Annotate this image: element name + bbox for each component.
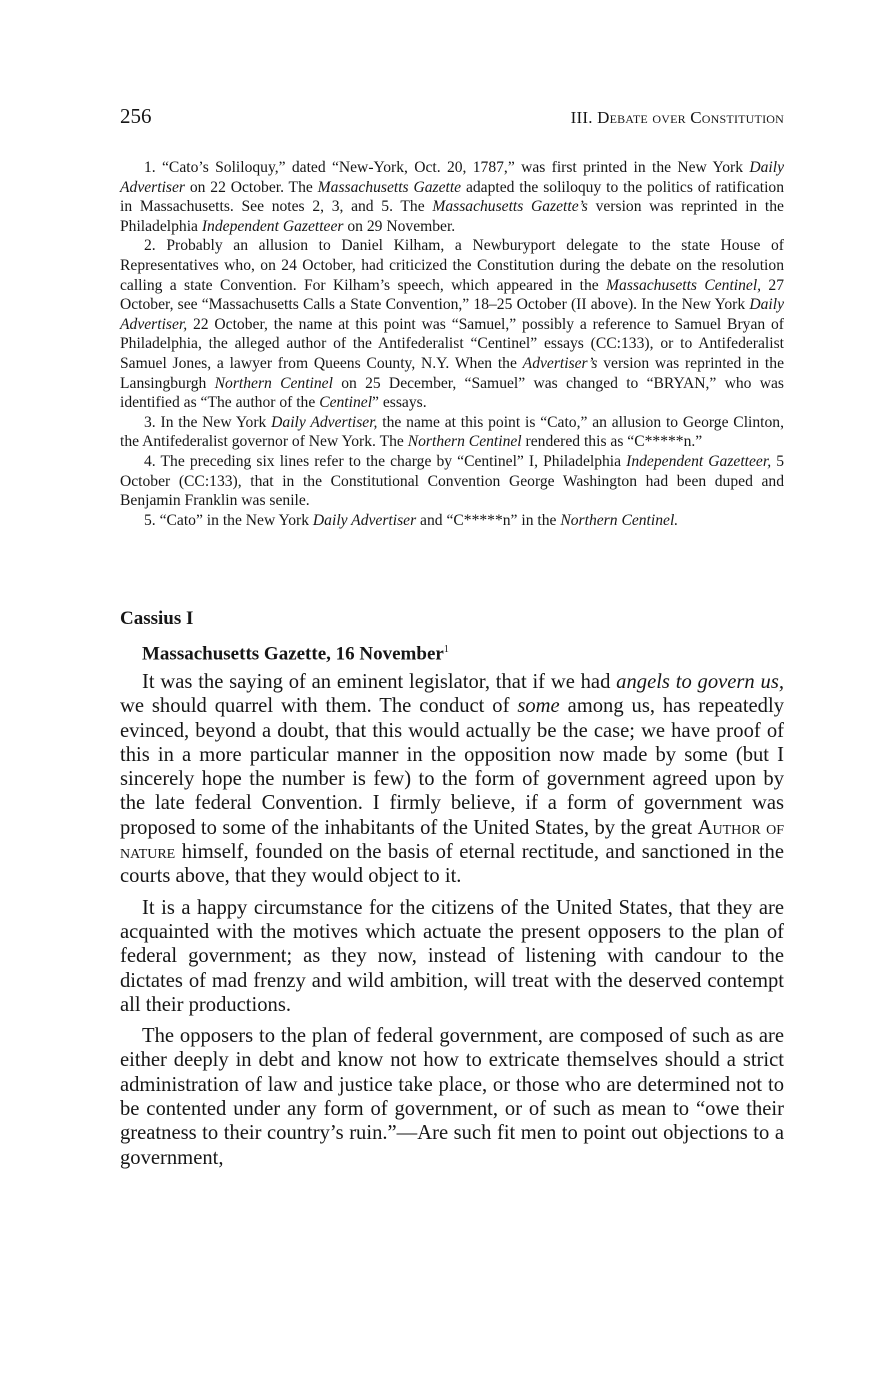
note-2: 2. Probably an allusion to Daniel Kilham, a Newburyport delegate to the state House of Representatives who, on 24 October, had criticized the Constitution during the debate on the resolution calling a state Convention. For Kilham’s speech, which appeared in the Massachusetts Centinel, 27 October, see “Massachusetts Calls a State Convention,” 18–25 October (II above). In the New York Daily Advertiser, 22 October, the name at this point was “Samuel,” possibly a reference to Samuel Bryan of Philadelphia, the alleged author of the Antifederalist “Centinel” essays (CC:133), or to Antifederalist Samuel Jones, a lawyer from Queens County, N.Y. When the Advertiser’s version was reprinted in the Lansingburgh Northern Centinel on 25 December, “Samuel” was changed to “BRYAN,” who was identified as “The author of the Centinel” essays. bbox=[120, 237, 784, 412]
body-paragraph-2: It is a happy circumstance for the citizens of the United States, that they are acquainted with the motives which actuate the present opposers to the plan of federal government; as they now, instead of listening with candour to the dictates of mad frenzy and wild ambition, will treat with the deserved contempt all their productions. bbox=[120, 896, 784, 1016]
section-title: III. Debate over Constitution bbox=[570, 108, 784, 127]
note-4: 4. The preceding six lines refer to the charge by “Centinel” I, Philadelphia Independent Gazetteer, 5 October (CC:133), that in the Constitutional Convention George Washington had been duped and Benjamin Franklin was senile. bbox=[120, 452, 784, 510]
article-title: Cassius I bbox=[120, 608, 194, 629]
note-1: 1. “Cato’s Soliloquy,” dated “New-York, Oct. 20, 1787,” was first printed in the New York Daily Advertiser on 22 October. The Massachusetts Gazette adapted the soliloquy to the politics of ratification in Massachusetts. See notes 2, 3, and 5. The Massachusetts Gazette’s version was reprinted in the Philadelphia Independent Gazetteer on 29 November. bbox=[120, 159, 785, 235]
editorial-notes bbox=[120, 158, 784, 530]
body-paragraph-1: It was the saying of an eminent legislator, that if we had angels to govern us, we should quarrel with them. The conduct of some among us, has repeatedly evinced, beyond a doubt, that this would actually be the case; we have proof of this in a more particular manner in the opposition now made by some (but I sincerely hope the number is few) to the form of government agreed upon by the late federal Convention. I firmly believe, if a form of government was proposed to some of the inhabitants of the United States, by the great Author of nature himself, founded on the basis of eternal rectitude, and sanctioned in the courts above, that they would object to it. bbox=[120, 671, 784, 888]
page-number: 256 bbox=[120, 104, 152, 128]
article-subtitle: Massachusetts Gazette, 16 November$^1$ bbox=[142, 643, 449, 665]
running-head bbox=[120, 104, 784, 134]
note-3: 3. In the New York Daily Advertiser, the name at this point is “Cato,” an allusion to George Clinton, the Antifederalist governor of New York. The Northern Centinel rendered this as “C*****n.” bbox=[120, 413, 784, 451]
note-5: 5. “Cato” in the New York Daily Advertiser and “C*****n” in the Northern Centinel. bbox=[144, 511, 679, 529]
article-body bbox=[120, 670, 784, 1170]
article-heading bbox=[120, 606, 784, 667]
body-paragraph-3: The opposers to the plan of federal government, are composed of such as are either deeply in debt and know not how to extricate themselves should a strict administration of law and justice take place, or those who are determined not to be contented under any form of government, or of such as mean to “owe their greatness to their country’s ruin.”—Are such fit men to point out objections to a government, bbox=[120, 1025, 784, 1169]
footnote-marker: 1 bbox=[443, 644, 449, 655]
